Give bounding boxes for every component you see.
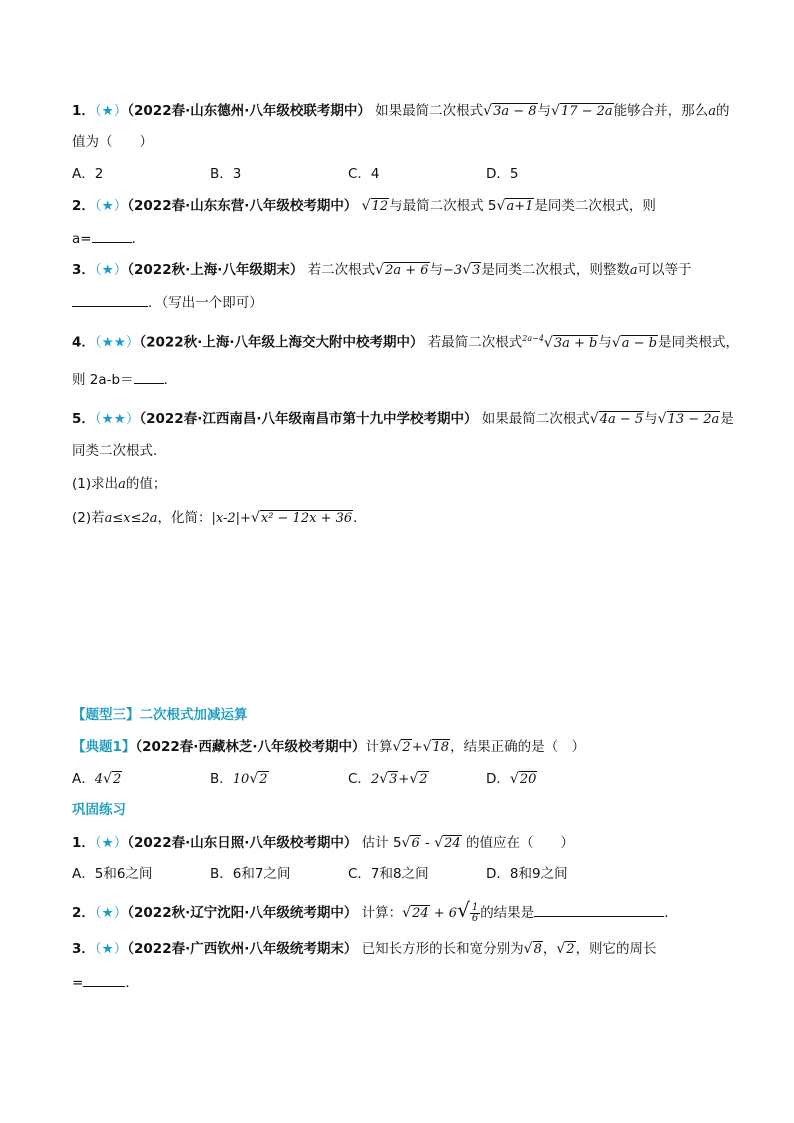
q5-line2: 同类二次根式． <box>72 443 167 459</box>
q4-text-3: 是同类根式， <box>658 334 740 351</box>
q3-coefficient: −3 <box>443 263 463 278</box>
p2-text: 计算： <box>361 905 403 921</box>
q5-radical-1: √4a − 5 <box>589 411 644 427</box>
q5-text-3: 是 <box>720 411 734 427</box>
q1-text: 如果最简二次根式 <box>375 103 484 119</box>
p3-radical-2: √2 <box>556 941 575 957</box>
q1-option-a[interactable]: A．2 <box>72 166 104 182</box>
p1-source: （2022春·山东日照·八年级校考期中） <box>127 835 358 851</box>
p1-line1 <box>72 833 574 854</box>
q2-end: ． <box>131 231 146 247</box>
q2-line2 <box>72 228 145 249</box>
q5-line1 <box>72 409 734 430</box>
p2-answer-blank[interactable] <box>534 902 664 917</box>
q3-variable: a <box>629 263 638 278</box>
q4-number: 4． <box>72 334 95 351</box>
p1-option-b[interactable]: B．6和7之间 <box>210 866 291 882</box>
q2-line1 <box>72 196 656 217</box>
q5-sub1-text: (1)求出 <box>72 476 119 492</box>
q4-answer-label: 则 2a-b＝ <box>72 372 134 388</box>
q3-source: （2022秋·上海·八年级期末） <box>127 262 304 278</box>
q3-line2 <box>72 292 263 313</box>
q1-variable: a <box>708 104 716 119</box>
q1-options <box>72 164 624 184</box>
example-tag: 【典题1】 <box>72 739 136 755</box>
practice-heading: 巩固练习 <box>72 802 126 818</box>
p2-radical-fraction: √ $\frac{1}{6}$ <box>457 898 479 924</box>
p2-plus: + 6 <box>429 906 458 921</box>
q4-answer-blank[interactable] <box>134 369 164 384</box>
q4-line1 <box>72 329 739 354</box>
q3-star-rating: （★） <box>94 262 128 278</box>
q4-source: （2022秋·上海·八年级上海交大附中校考期中） <box>139 334 424 351</box>
q2-radical-1: √12 <box>361 198 389 214</box>
p3-end: ． <box>125 975 139 991</box>
p2-text-2: 的结果是 <box>480 905 535 921</box>
q1-radical-2: √17 − 2a <box>551 103 613 119</box>
q1-option-b[interactable]: B．3 <box>210 166 242 182</box>
section-title: 【题型三】二次根式加减运算 <box>72 707 248 723</box>
q5-sub1-end: 的值； <box>125 476 167 492</box>
p3-star-rating: （★） <box>94 941 128 957</box>
q5-radical-2: √13 − 2a <box>657 411 720 427</box>
q3-end: ．（写出一个即可） <box>148 295 263 311</box>
q3-answer-blank[interactable] <box>72 292 148 307</box>
p3-source: （2022春·广西钦州·八年级统考期末） <box>127 941 358 957</box>
q5-sub2 <box>72 508 367 529</box>
example-radical-2: √18 <box>422 739 450 755</box>
q5-text: 如果最简二次根式 <box>481 411 590 427</box>
q4-text: 若最简二次根式 <box>427 334 523 351</box>
q3-number: 3． <box>72 262 95 278</box>
p1-radical-1: √6 <box>401 835 420 851</box>
q5-number: 5． <box>72 411 95 427</box>
q1-number: 1． <box>72 103 95 119</box>
example-plus: + <box>411 740 423 755</box>
q2-answer-label: a= <box>72 231 92 247</box>
q2-number: 2． <box>72 198 95 214</box>
p3-line1 <box>72 939 657 960</box>
q3-text-3: 是同类二次根式，则整数 <box>481 262 630 278</box>
q1-star-rating: （★） <box>94 103 128 119</box>
example-line <box>72 737 585 758</box>
p3-line2 <box>72 972 139 993</box>
p1-text-2: 的值应在（ ） <box>461 835 574 851</box>
p1-text: 估计 5 <box>361 835 402 851</box>
q4-end: ． <box>163 372 178 388</box>
q5-radical-3: √x² − 12x + 36 <box>250 510 353 526</box>
q1-text-4: 的 <box>715 103 730 119</box>
q2-answer-blank[interactable] <box>92 228 132 243</box>
q5-sub2-text-2: ，化简： <box>157 510 212 526</box>
q3-text-4: 可以等于 <box>637 262 692 278</box>
q5-sub2-end: ． <box>353 510 367 526</box>
example-source: （2022春·西藏林芝·八年级校考期中） <box>135 739 366 755</box>
q2-source: （2022春·山东东营·八年级校考期中） <box>127 198 358 214</box>
p2-line1 <box>72 900 678 924</box>
q5-source: （2022春·江西南昌·八年级南昌市第十九中学校考期中） <box>139 411 478 427</box>
p3-text: 已知长方形的长和宽分别为 <box>361 941 524 957</box>
example-option-a[interactable]: A．4√2 <box>72 771 122 787</box>
p3-answer-label: = <box>72 975 84 991</box>
q3-radical-2: √3 <box>462 262 481 278</box>
q5-sub1 <box>72 474 166 495</box>
q1-line2: 值为（ ） <box>72 134 153 150</box>
q5-sub2-condition: a≤x≤2a <box>104 511 158 526</box>
q1-option-d[interactable]: D．5 <box>486 166 519 182</box>
q2-text: 与最简二次根式 5 <box>389 198 497 214</box>
q2-star-rating: （★） <box>94 198 128 214</box>
q2-radical-2: √a+1 <box>496 198 534 214</box>
q1-source: （2022春·山东德州·八年级校联考期中） <box>127 103 371 119</box>
p1-minus: - <box>420 835 435 851</box>
example-options <box>72 769 624 790</box>
q2-text-2: 是同类二次根式，则 <box>534 198 656 214</box>
q5-sub2-text: (2)若 <box>72 510 105 526</box>
q4-radical-2: √a − b <box>611 334 658 351</box>
p3-number: 3． <box>72 941 95 957</box>
example-option-c[interactable]: C．2√3+√2 <box>348 771 428 787</box>
example-radical-1: √2 <box>392 739 411 755</box>
p1-option-a[interactable]: A．5和6之间 <box>72 866 153 882</box>
q5-text-2: 与 <box>644 411 658 427</box>
q4-root-index: 2a−4 <box>522 334 544 343</box>
p2-radical-1: √24 <box>402 905 429 921</box>
p3-text-3: ，则它的周长 <box>575 941 657 957</box>
p1-option-d[interactable]: D．8和9之间 <box>486 866 568 882</box>
example-text: 计算 <box>365 739 393 755</box>
p3-answer-blank[interactable] <box>83 972 125 987</box>
p1-radical-2: √24 <box>434 835 461 851</box>
q3-line1 <box>72 260 692 281</box>
p1-option-c[interactable]: C．7和8之间 <box>348 866 429 882</box>
q5-sub1-variable: a <box>118 477 126 492</box>
q4-radical-1: √3a + b <box>543 334 598 351</box>
q1-option-c[interactable]: C．4 <box>348 166 380 182</box>
q5-sub2-abs: |x-2|+ <box>211 511 251 526</box>
p1-star-rating: （★） <box>94 835 128 851</box>
q3-text: 若二次根式 <box>307 262 376 278</box>
example-option-b[interactable]: B．10√2 <box>210 771 268 787</box>
q3-radical-1: √2a + 6 <box>375 262 429 278</box>
p2-source: （2022秋·辽宁沈阳·八年级统考期中） <box>127 905 358 921</box>
p2-end: ． <box>664 905 678 921</box>
q4-star-rating: （★★） <box>94 334 140 351</box>
example-option-d[interactable]: D．√20 <box>486 771 537 787</box>
q5-star-rating: （★★） <box>94 411 140 427</box>
p1-number: 1． <box>72 835 95 851</box>
q4-text-2: 与 <box>598 334 612 351</box>
p2-star-rating: （★） <box>94 905 128 921</box>
q4-line2 <box>72 369 177 390</box>
q1-line1 <box>72 101 729 122</box>
q1-text-3: 能够合并，那么 <box>613 103 709 119</box>
p2-number: 2． <box>72 905 95 921</box>
p1-options <box>72 864 624 884</box>
example-text-2: ，结果正确的是（ ） <box>450 739 586 755</box>
p3-radical-1: √8 <box>523 941 542 957</box>
q3-text-2: 与 <box>429 262 444 278</box>
q1-text-2: 与 <box>537 103 552 119</box>
q1-radical-1: √3a − 8 <box>483 103 537 119</box>
p3-text-2: ， <box>542 941 557 957</box>
